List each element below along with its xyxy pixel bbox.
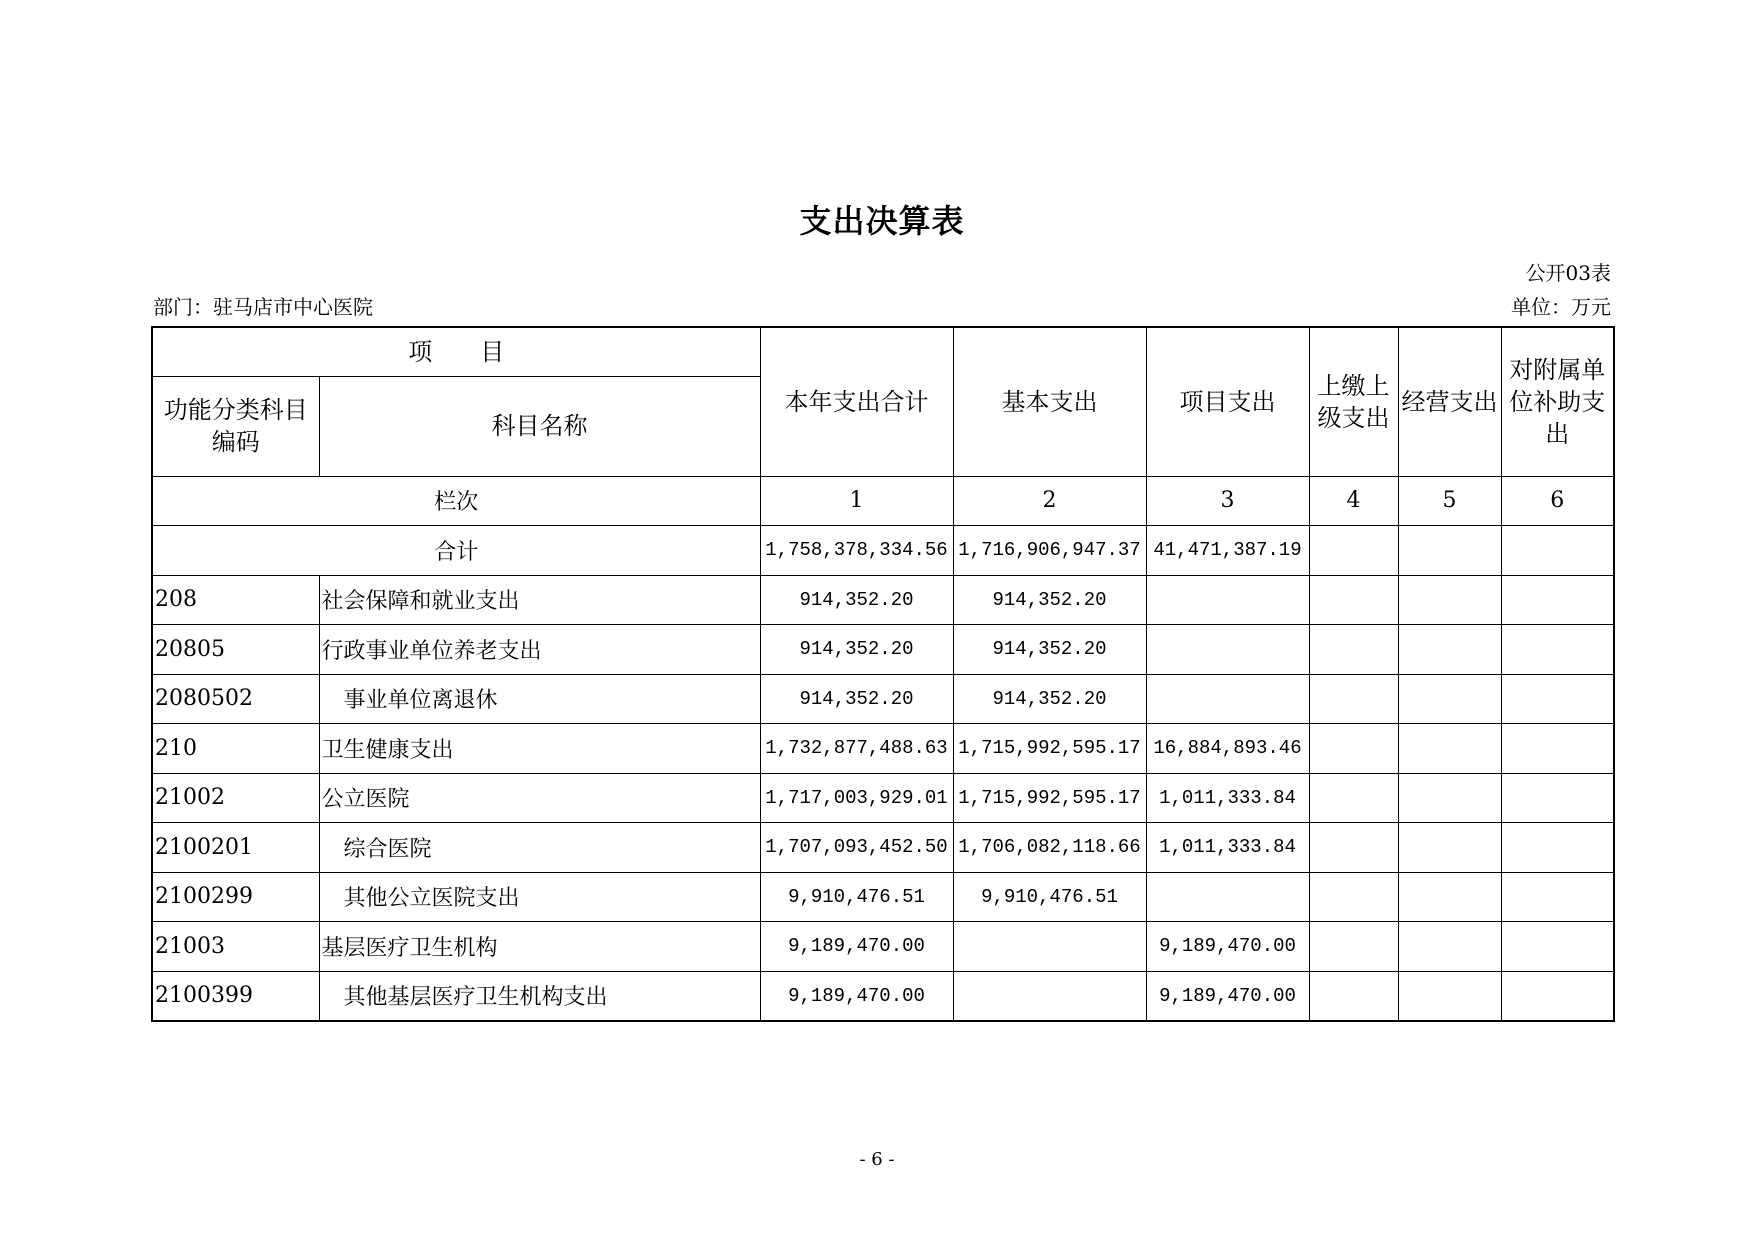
- department-label: 部门：驻马店市中心医院: [153, 295, 373, 319]
- code-cell: 2100299: [152, 872, 319, 922]
- name-cell: 公立医院: [319, 773, 760, 823]
- value-cell: [1146, 575, 1309, 625]
- value-cell: 1,732,877,488.63: [760, 724, 953, 774]
- column-number: 3: [1146, 476, 1309, 526]
- code-cell: 20805: [152, 625, 319, 675]
- value-cell: [1146, 674, 1309, 724]
- value-cell: 16,884,893.46: [1146, 724, 1309, 774]
- column-number-label: 栏次: [152, 476, 760, 526]
- value-cell: [1501, 674, 1614, 724]
- column-number: 6: [1501, 476, 1614, 526]
- code-header: [152, 376, 319, 476]
- form-number: 公开03表: [1525, 261, 1611, 285]
- code-cell: 2100399: [152, 971, 319, 1021]
- table-row: [152, 625, 1614, 675]
- column-header-label: 本年支出合计: [784, 387, 929, 416]
- total-row: [152, 526, 1614, 576]
- value-cell: [1398, 526, 1501, 576]
- name-cell: 综合医院: [319, 823, 760, 873]
- value-cell: [953, 971, 1146, 1021]
- value-cell: [1309, 922, 1398, 972]
- value-cell: 914,352.20: [760, 575, 953, 625]
- value-cell: [1398, 674, 1501, 724]
- value-cell: 9,910,476.51: [953, 872, 1146, 922]
- table-row: [152, 773, 1614, 823]
- code-cell: 2100201: [152, 823, 319, 873]
- value-cell: [1398, 773, 1501, 823]
- unit-label: 单位：万元: [1511, 295, 1611, 319]
- table-row: [152, 823, 1614, 873]
- name-cell: 行政事业单位养老支出: [319, 625, 760, 675]
- value-cell: 9,189,470.00: [1146, 971, 1309, 1021]
- value-cell: 1,716,906,947.37: [953, 526, 1146, 576]
- column-header-label: 经营支出: [1401, 387, 1498, 416]
- value-cell: [1501, 724, 1614, 774]
- value-cell: [1398, 575, 1501, 625]
- code-cell: 21002: [152, 773, 319, 823]
- code-cell: 2080502: [152, 674, 319, 724]
- column-header-subsidiary-subsidy: [1501, 327, 1614, 476]
- column-header-annual-total: [760, 327, 953, 476]
- column-number: 4: [1309, 476, 1398, 526]
- value-cell: [1501, 872, 1614, 922]
- table-row: [152, 575, 1614, 625]
- code-cell: 208: [152, 575, 319, 625]
- value-cell: 9,189,470.00: [760, 971, 953, 1021]
- value-cell: 1,717,003,929.01: [760, 773, 953, 823]
- code-cell: 21003: [152, 922, 319, 972]
- value-cell: [1309, 674, 1398, 724]
- value-cell: [1309, 872, 1398, 922]
- value-cell: [1309, 773, 1398, 823]
- table-row: [152, 971, 1614, 1021]
- value-cell: [1501, 823, 1614, 873]
- value-cell: [953, 922, 1146, 972]
- value-cell: 914,352.20: [953, 674, 1146, 724]
- value-cell: 1,707,093,452.50: [760, 823, 953, 873]
- value-cell: 9,189,470.00: [760, 922, 953, 972]
- name-cell: 事业单位离退休: [319, 674, 760, 724]
- value-cell: 1,706,082,118.66: [953, 823, 1146, 873]
- value-cell: 41,471,387.19: [1146, 526, 1309, 576]
- code-header-label: 功能分类科目编码: [163, 396, 308, 456]
- value-cell: [1398, 625, 1501, 675]
- value-cell: 914,352.20: [953, 575, 1146, 625]
- value-cell: 914,352.20: [760, 674, 953, 724]
- name-cell: 基层医疗卫生机构: [319, 922, 760, 972]
- column-header-label: 对附属单位补助支出: [1509, 355, 1606, 448]
- value-cell: [1146, 625, 1309, 675]
- expenditure-table: [151, 326, 1615, 1022]
- value-cell: [1501, 773, 1614, 823]
- value-cell: [1501, 526, 1614, 576]
- value-cell: [1398, 823, 1501, 873]
- value-cell: [1501, 575, 1614, 625]
- table-row: [152, 872, 1614, 922]
- value-cell: 1,715,992,595.17: [953, 773, 1146, 823]
- value-cell: 1,758,378,334.56: [760, 526, 953, 576]
- value-cell: [1146, 872, 1309, 922]
- value-cell: [1309, 526, 1398, 576]
- table-row: [152, 922, 1614, 972]
- value-cell: [1398, 724, 1501, 774]
- value-cell: 1,715,992,595.17: [953, 724, 1146, 774]
- value-cell: [1501, 971, 1614, 1021]
- column-header-label: 项目支出: [1179, 387, 1276, 416]
- page-number: - 6 -: [859, 1149, 895, 1170]
- name-cell: 社会保障和就业支出: [319, 575, 760, 625]
- page-title: 支出决算表: [799, 202, 965, 240]
- code-cell: 210: [152, 724, 319, 774]
- table-row: [152, 674, 1614, 724]
- column-number: 5: [1398, 476, 1501, 526]
- value-cell: 9,189,470.00: [1146, 922, 1309, 972]
- column-header-basic: [953, 327, 1146, 476]
- column-header-label: 基本支出: [1001, 387, 1098, 416]
- column-number: 2: [953, 476, 1146, 526]
- value-cell: [1309, 823, 1398, 873]
- value-cell: [1398, 971, 1501, 1021]
- column-header-label: 上缴上级支出: [1317, 371, 1390, 432]
- name-header: 科目名称: [319, 376, 760, 476]
- value-cell: [1398, 922, 1501, 972]
- column-number: 1: [760, 476, 953, 526]
- value-cell: 1,011,333.84: [1146, 823, 1309, 873]
- item-header: 项 目: [152, 327, 760, 376]
- column-header-remit-superior: [1309, 327, 1398, 476]
- value-cell: 1,011,333.84: [1146, 773, 1309, 823]
- value-cell: [1309, 971, 1398, 1021]
- value-cell: [1309, 625, 1398, 675]
- value-cell: 914,352.20: [760, 625, 953, 675]
- name-cell: 其他公立医院支出: [319, 872, 760, 922]
- table-row: [152, 724, 1614, 774]
- column-header-operating: [1398, 327, 1501, 476]
- column-number-row: [152, 476, 1614, 526]
- header-row: [152, 327, 1614, 376]
- value-cell: [1501, 625, 1614, 675]
- column-header-project: [1146, 327, 1309, 476]
- name-cell: 卫生健康支出: [319, 724, 760, 774]
- name-cell: 其他基层医疗卫生机构支出: [319, 971, 760, 1021]
- value-cell: [1398, 872, 1501, 922]
- total-label: 合计: [152, 526, 760, 576]
- value-cell: [1501, 922, 1614, 972]
- value-cell: [1309, 575, 1398, 625]
- value-cell: [1309, 724, 1398, 774]
- value-cell: 9,910,476.51: [760, 872, 953, 922]
- value-cell: 914,352.20: [953, 625, 1146, 675]
